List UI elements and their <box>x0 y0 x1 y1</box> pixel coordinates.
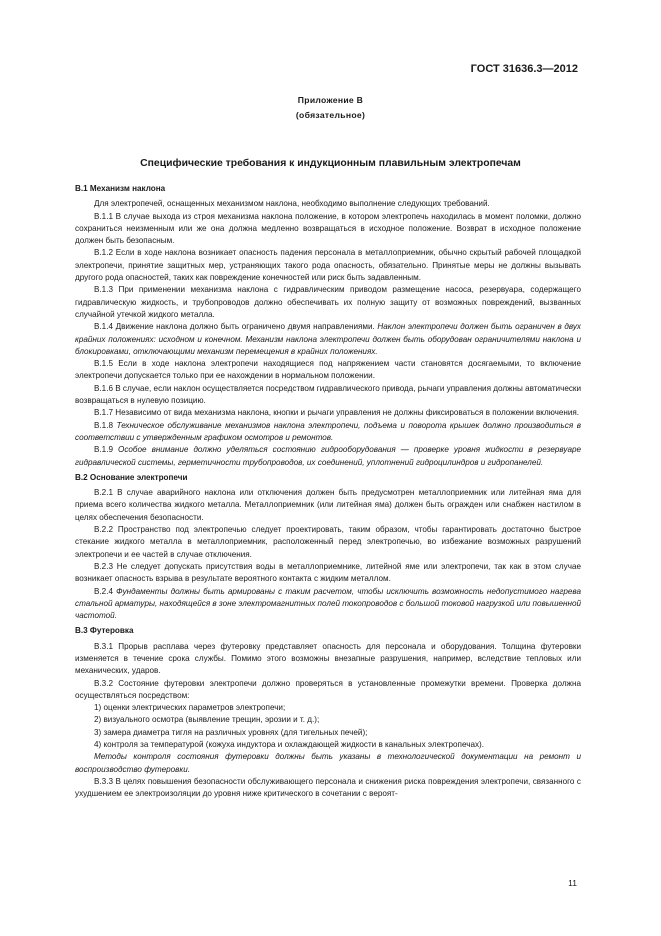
section-heading: В.3 Футеровка <box>75 626 134 636</box>
clause-number: В.2.4 <box>94 586 113 596</box>
paragraph: В.1.2 Если в ходе наклона возникает опасность падения персонала в металлоприемник, обычно скрытый рабочей площадкой электропечи, принятие защитных мер, устраняющих такого рода опасность, обязательно. Принятые меры не должны вызывать другого рода опасностей, таких как повреждение конечностей или риск быть задавленным. <box>75 248 581 283</box>
appendix-title: Приложение В <box>297 95 364 105</box>
page-number: 11 <box>568 878 577 888</box>
paragraph-italic: Наклон электропечи должен быть ограничен в двух крайних положениях: исходном и конечном. Механизм наклона электропечи должен быть оборудован ограничителями наклона и блокировками, отключающими механизм перемещения в крайних положениях. <box>75 322 581 356</box>
list-item: 2) визуального осмотра (выявление трещин, эрозии и т. д.); <box>94 715 320 725</box>
paragraph <box>75 444 581 469</box>
appendix-status: (обязательное) <box>295 110 366 120</box>
list-item: 4) контроля за температурой (кожуха индуктора и охлаждающей жидкости в канальных электропечах). <box>94 740 484 750</box>
appendix-heading <box>0 93 661 123</box>
document-body <box>75 180 581 801</box>
paragraph <box>75 420 581 445</box>
paragraph: Для электропечей, оснащенных механизмом наклона, необходимо выполнение следующих требований. <box>94 199 490 209</box>
clause-number: В.1.8 <box>94 420 113 430</box>
paragraph: В.3.3 В целях повышения безопасности обслуживающего персонала и снижения риска повреждения электропечи, связанного с ухудшением ее электроизоляции до уровня ниже критического в сочетании с вероят- <box>75 776 581 799</box>
paragraph: В.1.6 В случае, если наклон осуществляется посредством гидравлического привода, рычаги управления должны автоматически возвращаться в нулевую позицию. <box>75 383 581 406</box>
paragraph: В.3.2 Состояние футеровки электропечи должно проверяться в установленные промежутки времени. Проверка должна осуществляться посредством: <box>75 678 581 700</box>
paragraph: В.1.3 При применении механизма наклона с гидравлическим приводом размещение насоса, резервуара, содержащего гидравлическую жидкость, и трубопроводов должно обеспечивать их полную защиту от возможных повреждений, вызванных случайной утечкой жидкого металла. <box>75 285 581 319</box>
paragraph: В.2.3 Не следует допускать присутствия воды в металлоприемнике, литейной яме или электропечи, так как в этом случае возникает опасность взрыва в результате вероятного контакта с жидким металлом. <box>75 561 581 584</box>
paragraph: В.1.5 Если в ходе наклона электропечи находящиеся под напряжением части становятся досягаемыми, то включение электропечи допускается только при ее нахождении в нормальном положении. <box>75 359 581 381</box>
paragraph: В.2.2 Пространство под электропечью следует проектировать, таким образом, чтобы гарантировать достаточно быстрое стекание жидкого металла в металлоприемник, расположенный перед электропечью, во избежание возможных разрушений электропечи и ее частей в случае отключения. <box>75 525 581 559</box>
paragraph: В.1.1 В случае выхода из строя механизма наклона положение, в котором электропечь находилась в момент поломки, должно сохраниться неизменным или же она должна медленно возвращаться в исходное положение. Возврат в исходное положение должен быть безопасным. <box>75 211 581 246</box>
paragraph-italic: Особое внимание должно уделяться состоянию гидрооборудования — проверке уровня жидкости в резервуаре гидравлической системы, герметичности трубопроводов, их соединений, уплотнений гидроцилиндров и гидропанелей. <box>75 445 581 467</box>
paragraph <box>75 321 581 358</box>
paragraph: В.2.1 В случае аварийного наклона или отключения должен быть предусмотрен металлоприемник или литейная яма для приема всего количества жидкого металла. Металлоприемник (или литейная яма) должен быть огражден или снабжен настилом в целях обеспечения безопасности. <box>75 488 581 522</box>
clause-number: В.1.9 <box>94 445 113 455</box>
paragraph-italic: Методы контроля состояния футеровки должны быть указаны в технологической документации на ремонт и воспроизводство футеровки. <box>75 752 581 774</box>
paragraph: В.3.1 Прорыв расплава через футеровку представляет опасность для персонала и оборудования. Толщина футеровки изменяется в течение срока службы. Помимо этого возможны внезапные разрушения, например, вследствие тепловых или механических, ударов. <box>75 641 581 676</box>
document-title: Специфические требования к индукционным плавильным электропечам <box>140 158 521 169</box>
section-heading: В.2 Основание электропечи <box>75 472 188 482</box>
list-item: 3) замера диаметра тигля на различных уровнях (для тигельных печей); <box>94 727 368 737</box>
paragraph-italic: Фундаменты должны быть армированы с таким расчетом, чтобы исключить возможность недопустимого нагрева стальной арматуры, находящейся в зоне электромагнитных полей токопроводов с большой токовой нагрузкой или повышенной частотой. <box>75 586 581 621</box>
paragraph <box>75 586 581 623</box>
section-heading: В.1 Механизм наклона <box>75 184 166 193</box>
list-item: 1) оценки электрических параметров электропечи; <box>94 703 286 713</box>
paragraph-italic: Техническое обслуживание механизмов наклона электропечи, подъема и поворота крышек должно производиться в соответствии с утвержденным графиком осмотров и ремонтов. <box>75 420 581 442</box>
paragraph <box>75 751 581 776</box>
paragraph-lead: В.1.4 Движение наклона должно быть ограничено двумя направлениями. <box>94 322 375 332</box>
paragraph: В.1.7 Независимо от вида механизма наклона, кнопки и рычаги управления не должны фиксироваться в положении включения. <box>94 408 580 418</box>
standard-designation: ГОСТ 31636.3—2012 <box>470 63 578 75</box>
